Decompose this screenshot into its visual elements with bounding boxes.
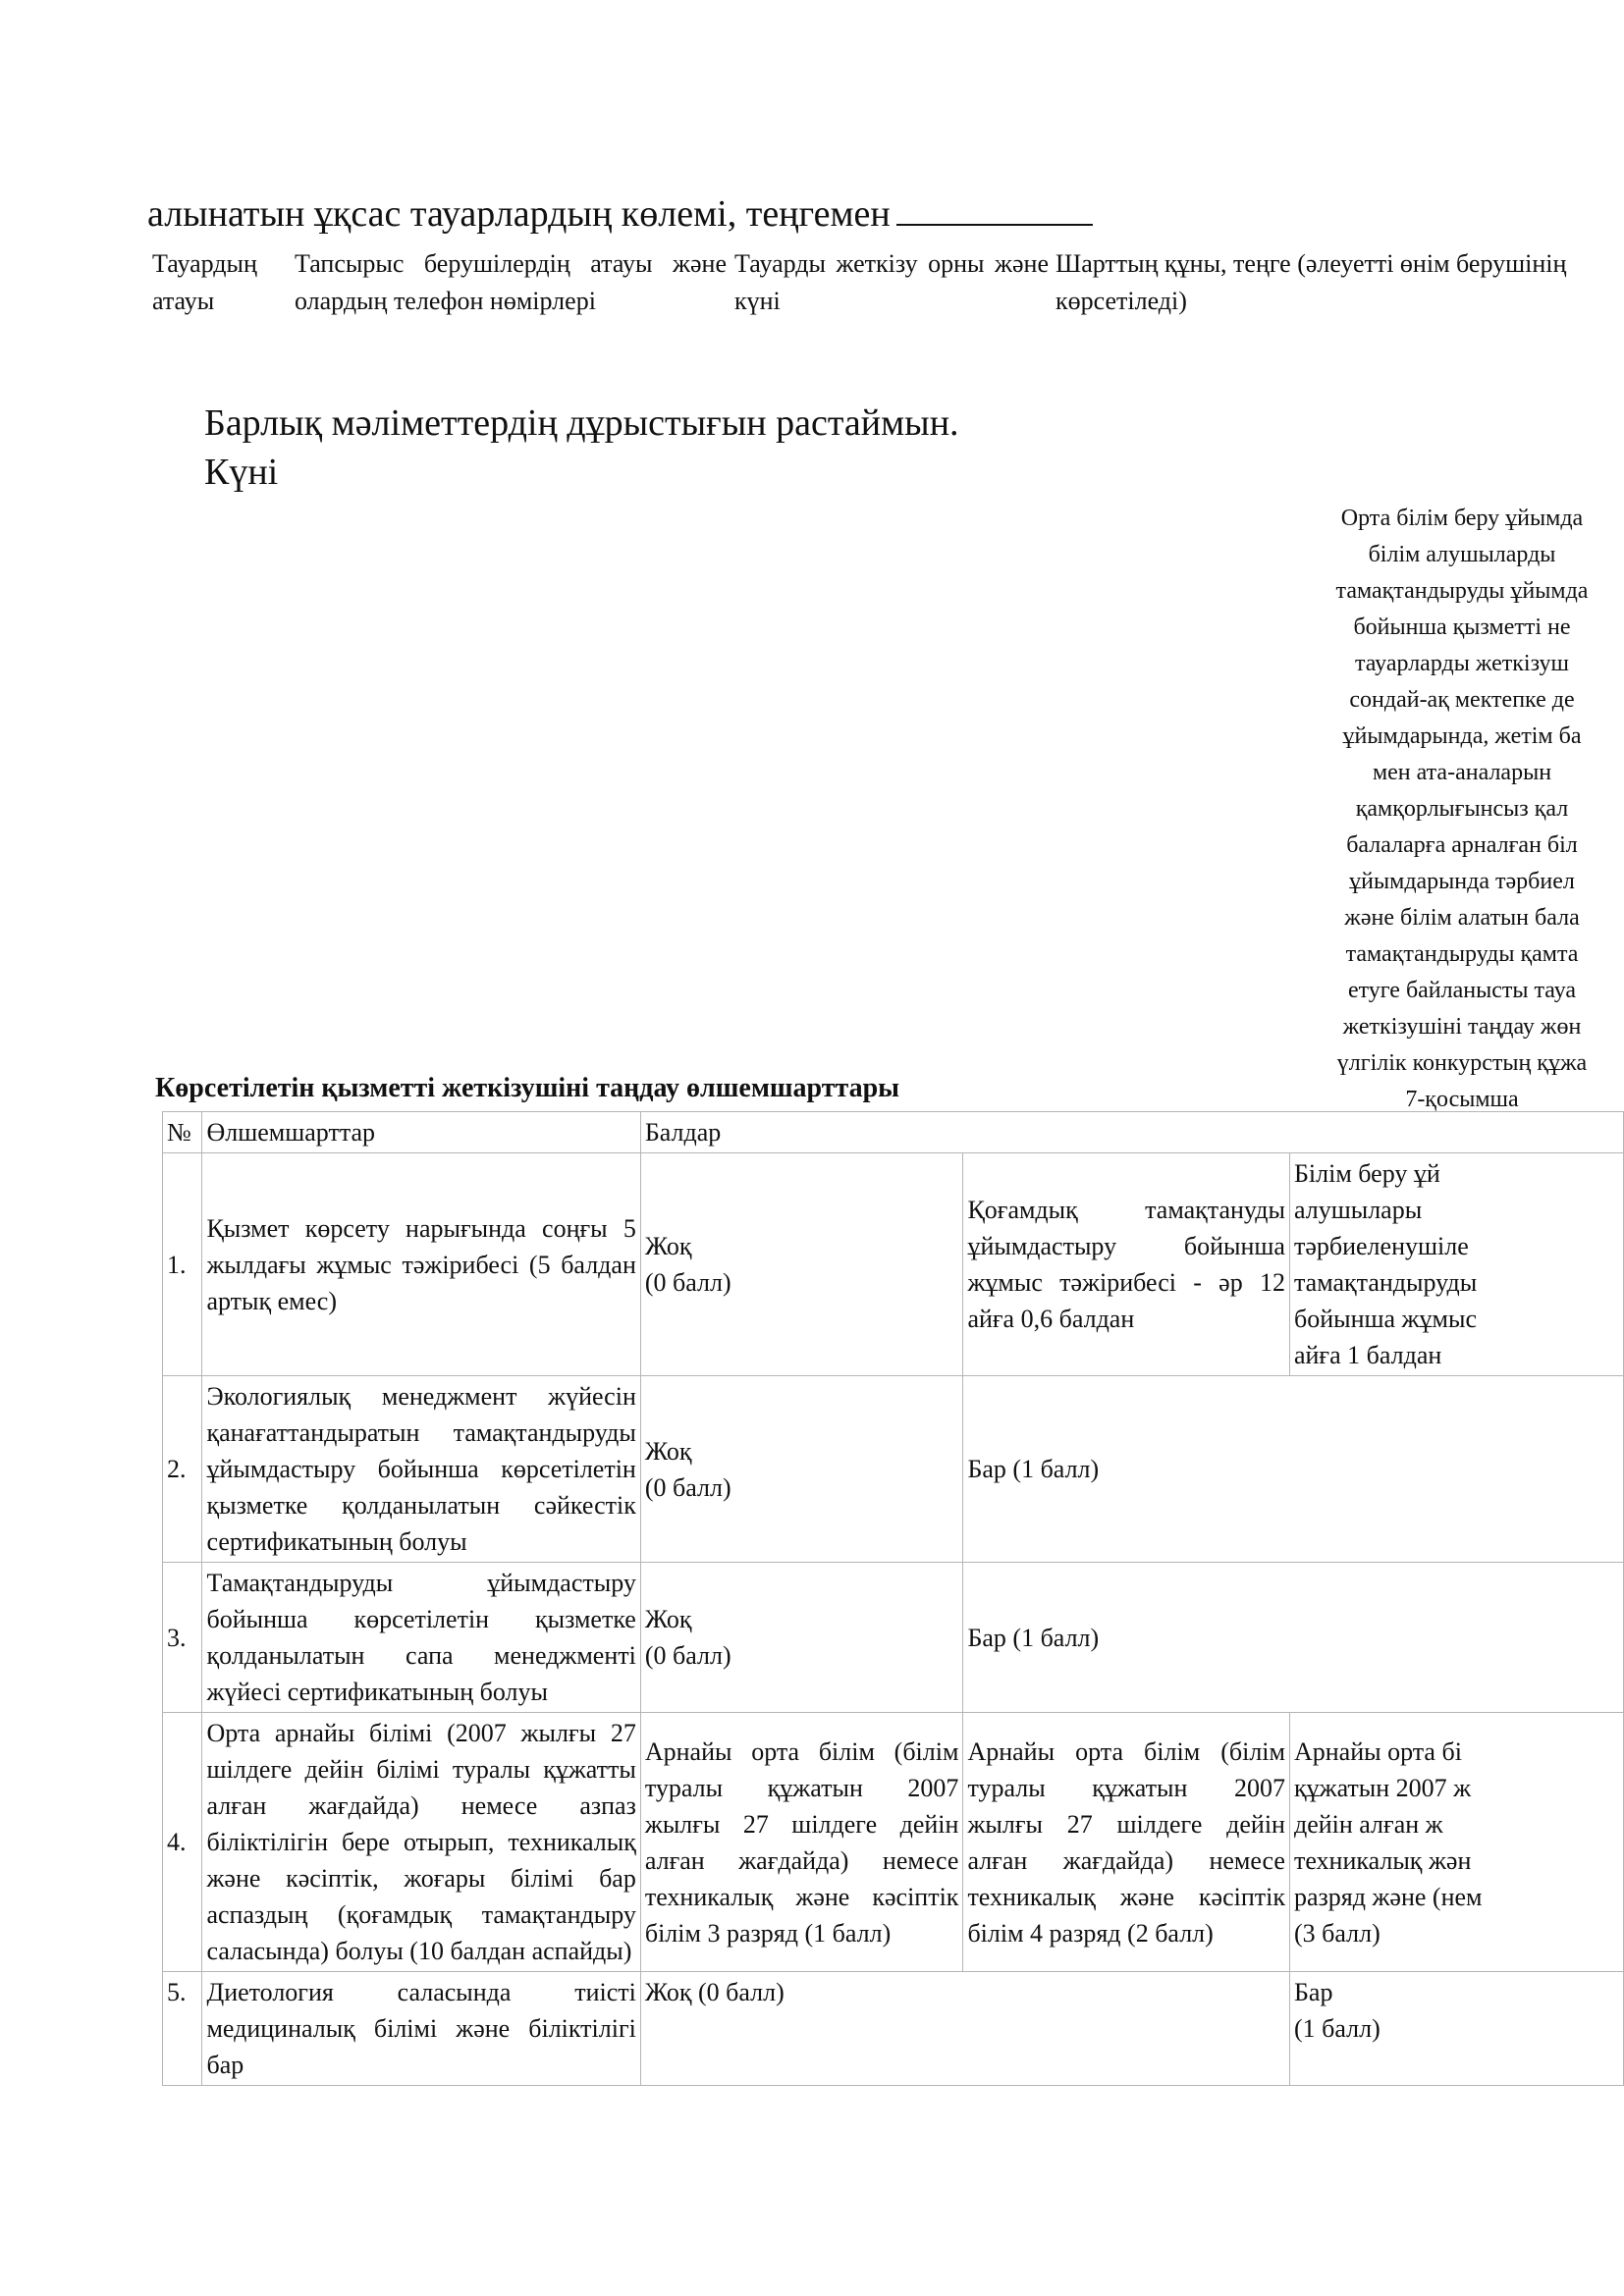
score-cell: Арнайы орта білім (білім туралы құжатын 2007 жылғы 27 шілдеге дейін алған жағдайда) немесе техникалық және кәсіптік білім 4 разряд (2 балл) (963, 1713, 1290, 1972)
criterion-cell: Қызмет көрсету нарығында соңғы 5 жылдағы жұмыс тәжірибесі (5 балдан артық емес) (202, 1153, 640, 1376)
score-cell: Арнайы орта білім (білім туралы құжатын 2007 жылғы 27 шілдеге дейін алған жағдайда) немесе техникалық және кәсіптік білім 3 разряд (1 балл) (640, 1713, 963, 1972)
score-cell: Білім беру ұй алушылары тәрбиеленушіле тамақтандыруды бойынша жұмыс айға 1 балдан (1289, 1153, 1623, 1376)
score-cell: Жоқ (0 балл) (640, 1563, 963, 1713)
header-num: № (163, 1112, 202, 1153)
score-cell: Бар (1 балл) (963, 1563, 1624, 1713)
row-num: 4. (163, 1713, 202, 1972)
header-criteria: Өлшемшарттар (202, 1112, 640, 1153)
appendix-line: бойынша қызметті не (1353, 614, 1571, 640)
volume-heading-text: алынатын ұқсас тауарлардың көлемі, теңгемен (147, 193, 891, 235)
appendix-line: Орта білім беру ұйымда (1340, 506, 1584, 531)
appendix-line: етуге байланысты тауа (1347, 978, 1577, 1003)
criterion-cell: Тамақтандыруды ұйымдастыру бойынша көрсетілетін қызметке қолданылатын сапа менеджменті жүйесі сертификатының болуы (202, 1563, 640, 1713)
appendix-line: тамақтандыруды ұйымда (1335, 578, 1589, 604)
table-header-row (163, 1112, 1624, 1153)
appendix-line: қамқорлығынсыз қал (1355, 796, 1569, 822)
criterion-cell: Орта арнайы білімі (2007 жылғы 27 шілдеге дейін білімі туралы құжатты алған жағдайда) немесе азпаз біліктілігін бере отырып, техникалық және кәсіптік, жоғары білімі бар аспаздың (қоғамдық тамақтандыру саласында) болуы (10 балдан аспайды) (202, 1713, 640, 1972)
appendix-line: тамақтандыруды қамта (1345, 941, 1579, 967)
blank-line (896, 194, 1093, 226)
criterion-cell: Диетология саласында тиісті медициналық білімі және біліктілігі бар (202, 1972, 640, 2086)
score-cell: Жоқ (0 балл) (640, 1153, 963, 1376)
volume-heading (147, 192, 1093, 236)
goods-header-delivery: Тауарды жеткізу орны және күні (734, 249, 1049, 315)
appendix-number: 7-қосымша (1405, 1087, 1519, 1112)
row-num: 2. (163, 1376, 202, 1563)
appendix-line: және білім алатын бала (1344, 905, 1580, 931)
table-row (163, 1563, 1624, 1713)
table-row (163, 1153, 1624, 1376)
table-row (163, 1713, 1624, 1972)
score-cell: Қоғамдық тамақтануды ұйымдастыру бойынша жұмыс тәжірибесі - әр 12 айға 0,6 балдан (963, 1153, 1290, 1376)
header-points: Балдар (640, 1112, 1623, 1153)
goods-header-contract-value: Шарттың құны, теңге (әлеуетті өнім берушінің (1056, 249, 1567, 278)
appendix-line: жеткізушіні таңдау жөн (1342, 1014, 1582, 1040)
criteria-title: Көрсетілетін қызметті жеткізушіні таңдау өлшемшарттары (155, 1073, 900, 1103)
appendix-line: ұйымдарында тәрбиел (1349, 869, 1575, 894)
goods-header-name: Тауардың атауы (152, 249, 257, 315)
appendix-line: сондай-ақ мектепке де (1349, 687, 1575, 713)
table-row (163, 1972, 1624, 2086)
score-cell: Жоқ (0 балл) (640, 1376, 963, 1563)
criteria-table (162, 1111, 1624, 2086)
criterion-cell: Экологиялық менеджмент жүйесін қанағаттандыратын тамақтандыруды ұйымдастыру бойынша көрсетілетін қызметке қолданылатын сәйкестік сертификатының болуы (202, 1376, 640, 1563)
appendix-line: білім алушыларды (1368, 542, 1556, 567)
appendix-line: балаларға арналған біл (1346, 832, 1578, 858)
appendix-line: ұйымдарында, жетім ба (1342, 723, 1582, 749)
appendix-line: мен ата-аналарын (1372, 760, 1552, 785)
appendix-line: үлгілік конкурстың құжа (1336, 1050, 1588, 1076)
goods-header-contract-value-tail: көрсетіледі) (1056, 287, 1187, 315)
date-label: Күні (204, 452, 279, 493)
row-num: 3. (163, 1563, 202, 1713)
appendix-note (1300, 501, 1624, 1118)
confirmation-block (204, 399, 959, 497)
goods-header-customers: Тапсырыс берушілердің атауы және олардың телефон нөмірлері (295, 249, 727, 315)
score-cell: Бар (1 балл) (1289, 1972, 1623, 2086)
table-row (163, 1376, 1624, 1563)
row-num: 1. (163, 1153, 202, 1376)
score-cell: Жоқ (0 балл) (640, 1972, 1289, 2086)
confirmation-text: Барлық мәліметтердің дұрыстығын растаймын. (204, 402, 959, 444)
score-cell: Бар (1 балл) (963, 1376, 1624, 1563)
row-num: 5. (163, 1972, 202, 2086)
score-cell: Арнайы орта бі құжатын 2007 ж дейін алған ж техникалық жән разряд және (нем (3 балл) (1289, 1713, 1623, 1972)
appendix-line: тауарларды жеткізуш (1354, 651, 1570, 676)
